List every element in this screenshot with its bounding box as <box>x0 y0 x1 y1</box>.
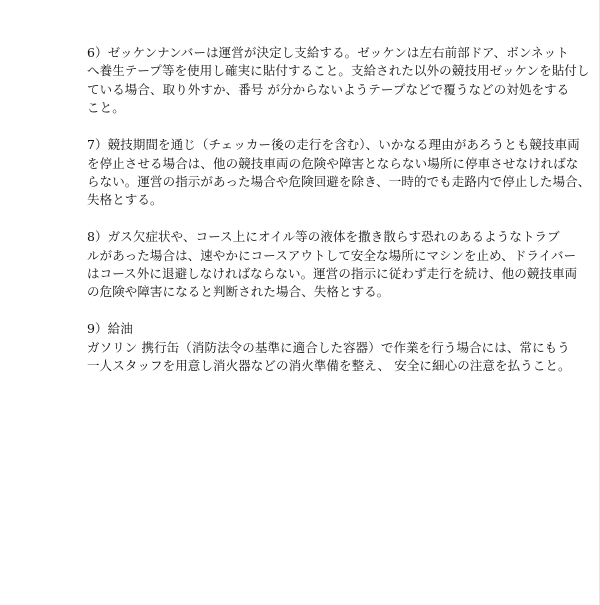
section-heading: 9）給油 <box>87 321 133 337</box>
paragraph-line: へ養生テープ等を使用し確実に貼付すること。支給された以外の競技用ゼッケンを貼付し <box>87 63 590 79</box>
paragraph-line: の危険や障害になると判断された場合、失格とする。 <box>87 284 390 300</box>
paragraph-line: 一人スタッフを用意し消火器などの消火準備を整え、 安全に細心の注意を払うこと。 <box>87 358 571 374</box>
paragraph-line: ガソリン 携行缶（消防法令の基準に適合した容器）で作業を行う場合には、常にもう <box>87 339 570 355</box>
paragraph-line: を停止させる場合は、他の競技車両の危険や障害とならない場所に停車させなければな <box>87 155 579 171</box>
paragraph-line: 7）競技期間を通じ（チェッカー後の走行を含む）、いかなる理由があろうとも競技車両 <box>87 137 580 153</box>
paragraph-line: 8）ガス欠症状や、コース上にオイル等の液体を撒き散らす恐れのあるようなトラブ <box>87 229 560 245</box>
paragraph-line: 失格とする。 <box>87 192 163 208</box>
rule-section-6 <box>87 44 590 118</box>
paragraph-line: こと。 <box>87 100 125 116</box>
paragraph-line: 6）ゼッケンナンバーは運営が決定し支給する。ゼッケンは左右前部ドア、ボンネット <box>87 45 569 60</box>
rule-section-9 <box>87 320 571 375</box>
paragraph-line: はコース外に退避しなければならない。運営の指示に従わず走行を続け、他の競技車両 <box>87 266 578 282</box>
document-body <box>87 44 591 394</box>
paragraph-line: ルがあった場合は、速やかにコースアウトして安全な場所にマシンを止め、ドライバー <box>87 247 577 263</box>
rule-section-7 <box>87 136 591 210</box>
rule-section-8 <box>87 228 578 302</box>
paragraph-line: らない。運営の指示があった場合や危険回避を除き、一時的でも走路内で停止した場合、 <box>87 173 591 189</box>
paragraph-line: ている場合、取り外すか、番号 が分からないようテープなどで覆うなどの対処をする <box>87 81 570 97</box>
